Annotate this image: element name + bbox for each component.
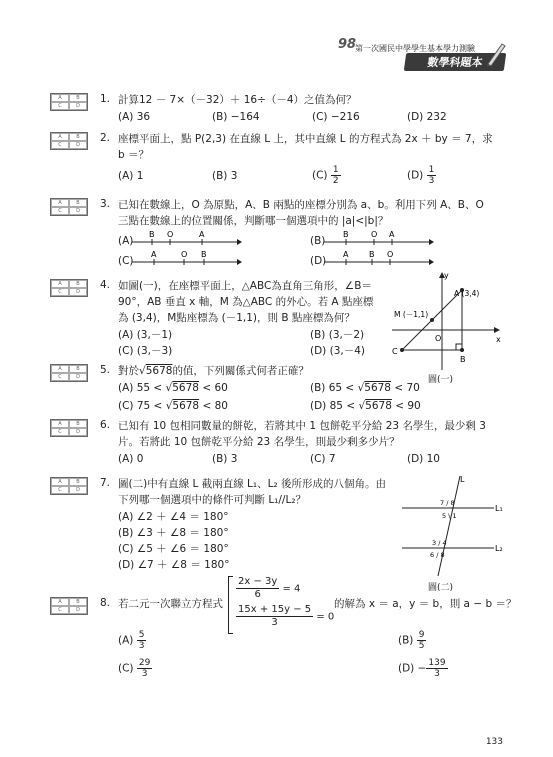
answer-box-q2[interactable] [50, 132, 88, 150]
q7-figure [398, 470, 506, 582]
q1-text: 計算12 － 7×（－32）＋ 16÷（－4）之值為何？ [118, 94, 357, 106]
answer-box-q7[interactable] [50, 477, 88, 495]
q8-equation-1 [236, 576, 300, 601]
answer-box-cell[interactable]: D [69, 288, 87, 296]
answer-box-q8[interactable] [50, 597, 88, 615]
q6-text-line1: 已知有 10 包相同數量的餅乾，若將其中 1 包餅乾平分給 23 名學生，最少剩 3 [118, 420, 486, 432]
q2-option-b[interactable]: (B) 3 [212, 170, 238, 182]
q4-option-c[interactable]: (C) (3,－3) [118, 345, 173, 357]
option-tail: < 60 [202, 382, 228, 394]
q5-option-d[interactable]: (D) 85 < √5678 < 90 [310, 400, 421, 412]
pencil-icon [480, 40, 506, 66]
angle-label: 5 \ 1 [442, 512, 457, 520]
q5-option-a[interactable]: (A) 55 < √5678 < 60 [118, 382, 228, 394]
q2-option-c-fraction [331, 165, 341, 186]
q7-option-a[interactable]: (A) ∠2 ＋ ∠4 ＝ 180° [118, 511, 229, 523]
q1-option-d[interactable]: (D) 232 [407, 111, 447, 123]
q2-option-a[interactable]: (A) 1 [118, 170, 144, 182]
q5-text: 對於√5678的值，下列關係式何者正確？ [118, 365, 309, 377]
option-tail: < 70 [394, 382, 420, 394]
answer-box-cell[interactable]: C [51, 207, 69, 215]
q8-text-pre: 若二元一次聯立方程式 [118, 598, 223, 610]
answer-box-cell[interactable]: A [51, 365, 69, 373]
axis-label-y: y [444, 271, 449, 280]
answer-box-q6[interactable] [50, 419, 88, 437]
answer-box-cell[interactable]: A [51, 94, 69, 102]
angle-label: 7 / 8 [440, 499, 455, 507]
numerator: 1 [332, 165, 339, 175]
answer-box-cell[interactable]: C [51, 288, 69, 296]
answer-box-cell[interactable]: A [51, 199, 69, 207]
q2-option-d-label: (D) [407, 169, 424, 182]
numerator: 15x + 15y − 5 [238, 604, 312, 615]
option-label: (B) [398, 634, 414, 647]
option-label: (D) − [398, 662, 427, 675]
numberline-label: O [181, 250, 188, 259]
q6-text-line2: 片。若將此 10 包餅乾平分給 23 名學生，則最少剩多少片？ [118, 436, 400, 448]
q2-text-line2: b ＝？ [118, 149, 150, 161]
answer-box-cell[interactable]: D [69, 486, 87, 494]
q8-option-b[interactable] [398, 630, 426, 651]
numberline-label: A [151, 250, 157, 259]
option-label: (C) 75 < [118, 400, 163, 412]
answer-box-cell[interactable]: B [69, 133, 87, 141]
denominator: 3 [138, 641, 145, 651]
q4-number: 4. [100, 279, 111, 291]
q2-option-c[interactable] [312, 165, 341, 186]
q5-number: 5. [100, 364, 111, 376]
answer-box-cell[interactable]: C [51, 373, 69, 381]
numberline-label: A [389, 230, 395, 239]
answer-box-cell[interactable]: B [69, 420, 87, 428]
answer-box-cell[interactable]: B [69, 199, 87, 207]
denominator: 3 [434, 669, 440, 679]
q1-option-c[interactable]: (C) −216 [312, 111, 360, 123]
q7-figure-caption: 圖(二) [428, 583, 454, 593]
q4-option-a[interactable]: (A) (3,－1) [118, 329, 173, 341]
answer-box-cell[interactable]: B [69, 365, 87, 373]
option-label: (A) [118, 634, 134, 647]
q3-text-line1: 已知在數線上，O 為原點，A、B 兩點的座標分別為 a、b。利用下列 A、B、O [118, 199, 484, 211]
q8-system-brace [228, 576, 233, 634]
numerator: 139 [428, 658, 446, 668]
answer-box-cell[interactable]: D [69, 428, 87, 436]
answer-box-cell[interactable]: C [51, 606, 69, 614]
answer-box-cell[interactable]: B [69, 94, 87, 102]
q4-text-line3: 為 (3,4)，M點座標為 (－1,1)，則 B 點座標為何？ [118, 312, 355, 324]
header-exam-title: 第一次國民中學學生基本學力測驗 [355, 44, 475, 53]
header-subject: 數學科題本 [426, 56, 484, 69]
page-number: 133 [485, 737, 503, 747]
q8-text-post: 的解為 x ＝ a，y ＝ b，則 a − b ＝？ [334, 598, 517, 610]
answer-box-cell[interactable]: D [69, 373, 87, 381]
q8-number: 8. [100, 597, 111, 609]
numberline-label: B [201, 250, 207, 259]
fraction [137, 630, 147, 651]
q3-option-c[interactable]: (C) [118, 255, 134, 267]
q5-option-b[interactable]: (B) 65 < √5678 < 70 [310, 382, 420, 394]
q1-option-b[interactable]: (B) −164 [212, 111, 260, 123]
angle-label: 6 / 8 [430, 551, 445, 559]
fraction [417, 630, 427, 651]
numberline-label: B [149, 230, 155, 239]
radicand: 5678 [172, 382, 199, 394]
q3-numberline-c [132, 250, 242, 268]
answer-box-cell[interactable]: A [51, 478, 69, 486]
option-label: (D) 85 < [310, 400, 356, 412]
q3-numberline-b [324, 230, 434, 248]
line-l2-label: L₂ [495, 544, 503, 553]
numberline-label: B [369, 250, 375, 259]
q8-option-c[interactable] [118, 658, 152, 679]
answer-box-cell[interactable]: C [51, 486, 69, 494]
option-label: (C) [118, 662, 134, 675]
q8-equation-2 [236, 604, 334, 629]
numerator: 29 [138, 658, 151, 668]
q7-text-line2: 下列哪一個選項中的條件可判斷 L₁//L₂？ [118, 494, 307, 506]
point-a-label: A (3,4) [454, 289, 480, 298]
answer-box-q4[interactable] [50, 279, 88, 297]
answer-box-cell[interactable]: D [69, 606, 87, 614]
line-l-label: L [460, 475, 465, 484]
answer-box-cell[interactable]: B [69, 280, 87, 288]
q7-option-d[interactable]: (D) ∠7 ＋ ∠8 ＝ 180° [118, 559, 230, 571]
numberline-label: B [343, 230, 349, 239]
fraction [137, 658, 152, 679]
axis-label-x: x [496, 335, 501, 344]
header-year: 98 [338, 37, 357, 52]
q6-option-a[interactable]: (A) 0 [118, 453, 144, 465]
q6-option-c[interactable]: (C) 7 [310, 453, 336, 465]
answer-box-q1[interactable] [50, 93, 88, 111]
numberline-label: A [199, 230, 205, 239]
answer-box-cell[interactable]: A [51, 133, 69, 141]
option-tail: < 80 [202, 400, 228, 412]
answer-box-cell[interactable]: C [51, 102, 69, 110]
numberline-label: O [371, 230, 378, 239]
origin-label: O [435, 334, 442, 343]
answer-box-cell[interactable]: A [51, 598, 69, 606]
answer-box-cell[interactable]: D [69, 207, 87, 215]
option-label: (A) 55 < [118, 382, 163, 394]
q7-option-b[interactable]: (B) ∠3 ＋ ∠8 ＝ 180° [118, 527, 229, 539]
answer-box-cell[interactable]: C [51, 428, 69, 436]
line-l1-label: L₁ [495, 504, 503, 513]
q1-number: 1. [100, 93, 111, 105]
denominator: 3 [141, 669, 148, 679]
numerator: 2x − 3y [238, 576, 278, 587]
option-label: (B) 65 < [310, 382, 355, 394]
denominator: 3 [271, 617, 278, 628]
angle-label: 3 / 4 [432, 539, 447, 547]
point-m-label: M (－1,1) [394, 310, 429, 319]
option-tail: < 90 [395, 400, 421, 412]
denominator: 3 [428, 176, 435, 186]
rhs: = 4 [282, 583, 301, 595]
numerator: 1 [428, 165, 435, 175]
q4-option-b[interactable]: (B) (3,－2) [310, 329, 365, 341]
answer-box-cell[interactable]: C [51, 141, 69, 149]
q4-text-line1: 如圖(一)，在座標平面上，△ABC為直角三角形，∠B＝ [118, 280, 372, 292]
q2-text-line1: 座標平面上，點 P(2,3) 在直線 L 上，其中直線 L 的方程式為 2x ＋ by ＝ 7，求 [118, 133, 493, 145]
radicand: 5678 [365, 400, 392, 412]
denominator: 5 [418, 641, 425, 651]
q3-text-line2: 三點在數線上的位置關係，判斷哪一個選項中的 |a|<|b|？ [118, 215, 389, 227]
q5-option-c[interactable]: (C) 75 < √5678 < 80 [118, 400, 228, 412]
q4-text-line2: 90°，AB 垂直 x 軸，M 為△ABC 的外心。若 A 點座標 [118, 296, 374, 308]
numerator: 5 [138, 630, 145, 640]
rhs: = 0 [316, 611, 335, 623]
q2-option-d-fraction [427, 165, 437, 186]
answer-box-cell[interactable]: B [69, 478, 87, 486]
fraction [236, 576, 279, 601]
q5-radicand: 5678 [145, 365, 173, 377]
denominator: 6 [254, 589, 261, 600]
q5-text-pre: 對於 [118, 365, 139, 377]
numerator: 9 [418, 630, 425, 640]
q4-figure [392, 270, 504, 382]
q2-number: 2. [100, 132, 111, 144]
q6-number: 6. [100, 419, 111, 431]
answer-box-q3[interactable] [50, 198, 88, 216]
q1-option-a[interactable]: (A) 36 [118, 111, 151, 123]
point-b-label: B [460, 355, 466, 364]
q3-option-d[interactable]: (D) [310, 255, 327, 267]
fraction [426, 658, 447, 679]
q7-option-c[interactable]: (C) ∠5 ＋ ∠6 ＝ 180° [118, 543, 229, 555]
answer-box-q5[interactable] [50, 364, 88, 382]
radicand: 5678 [172, 400, 200, 412]
denominator: 2 [332, 176, 339, 186]
answer-box-cell[interactable]: A [51, 280, 69, 288]
q7-text-line1: 圖(二)中有直線 L 截兩直線 L₁、L₂ 後所形成的八個角。由 [118, 478, 387, 490]
q6-option-b[interactable]: (B) 3 [212, 453, 238, 465]
q8-option-d[interactable] [398, 658, 448, 679]
q3-option-a[interactable]: (A) [118, 235, 134, 247]
q3-numberline-a [132, 230, 242, 248]
q5-text-post: 的值，下列關係式何者正確？ [172, 365, 309, 377]
q4-option-d[interactable]: (D) (3,－4) [310, 345, 366, 357]
answer-box-cell[interactable]: D [69, 141, 87, 149]
numberline-label: O [167, 230, 174, 239]
q8-option-a[interactable] [118, 630, 146, 651]
fraction [236, 604, 313, 629]
q6-option-d[interactable]: (D) 10 [407, 453, 440, 465]
q2-option-d[interactable] [407, 165, 436, 186]
q7-number: 7. [100, 477, 111, 489]
q2-option-c-label: (C) [312, 169, 328, 182]
answer-box-cell[interactable]: A [51, 420, 69, 428]
radicand: 5678 [364, 382, 391, 394]
numberline-label: A [343, 250, 349, 259]
answer-box-cell[interactable]: D [69, 102, 87, 110]
point-c-label: C [392, 347, 398, 356]
q3-numberline-d [324, 250, 434, 268]
q3-option-b[interactable]: (B) [310, 235, 326, 247]
q4-figure-caption: 圖(一) [428, 375, 454, 385]
answer-box-cell[interactable]: B [69, 598, 87, 606]
q3-number: 3. [100, 198, 111, 210]
numberline-label: O [387, 250, 394, 259]
